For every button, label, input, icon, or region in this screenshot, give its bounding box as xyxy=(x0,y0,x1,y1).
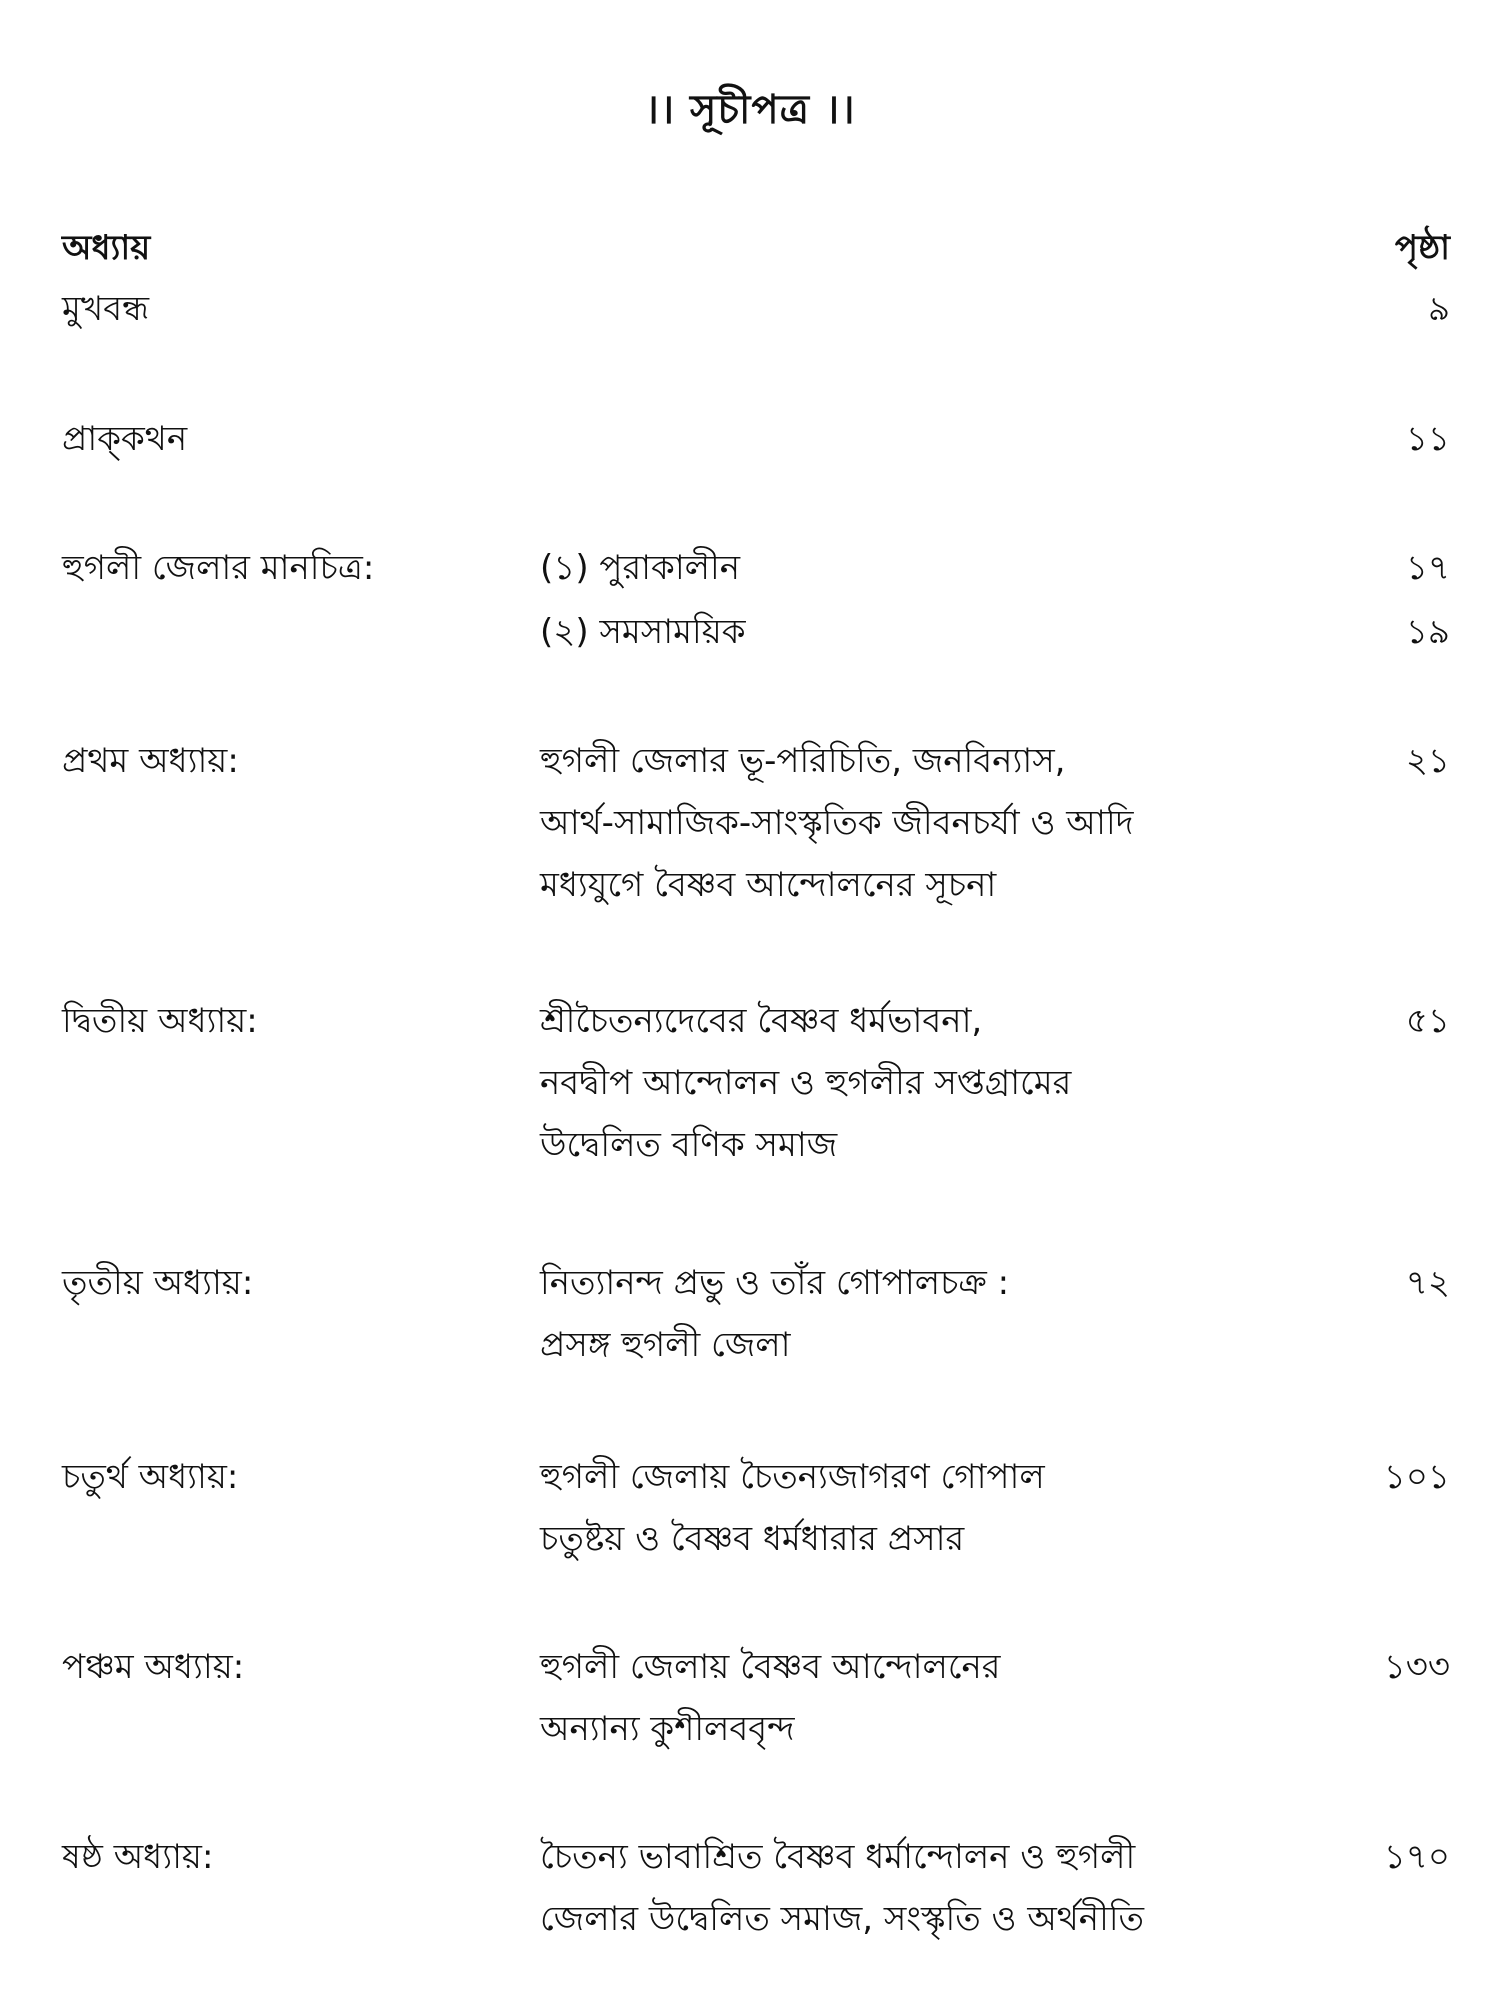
toc-title-line: প্রসঙ্গ হুগলী জেলা xyxy=(540,1325,791,1365)
toc-title-line: নিত্যানন্দ প্রভু ও তাঁর গোপালচক্র : xyxy=(540,1263,1010,1303)
toc-sub-entry-label: (২) সমসাময়িক xyxy=(540,612,746,652)
toc-chapter-label: মুখবন্ধ xyxy=(62,289,150,329)
toc-title-line: হুগলী জেলার ভূ-পরিচিতি, জনবিন্যাস, xyxy=(540,741,1066,781)
toc-title-line: হুগলী জেলায় চৈতন্যজাগরণ গোপাল xyxy=(540,1457,1045,1497)
toc-chapter-label: দ্বিতীয় অধ্যায়: xyxy=(62,1001,258,1041)
toc-page-number: ১৯ xyxy=(1405,612,1450,652)
toc-title-line: নবদ্বীপ আন্দোলন ও হুগলীর সপ্তগ্রামের xyxy=(540,1063,1072,1103)
toc-title-line: চতুষ্টয় ও বৈষ্ণব ধর্মধারার প্রসার xyxy=(540,1519,965,1559)
toc-chapter-label: প্রাক্‌কথন xyxy=(62,419,188,459)
toc-chapter-title xyxy=(540,1252,1310,1376)
toc-page-number: ১০১ xyxy=(1383,1457,1450,1497)
toc-title-line: উদ্বেলিত বণিক সমাজ xyxy=(540,1125,838,1165)
toc-chapter-label: চতুর্থ অধ্যায়: xyxy=(62,1457,239,1497)
toc-title-line: আর্থ-সামাজিক-সাংস্কৃতিক জীবনচর্যা ও আদি xyxy=(540,803,1134,843)
toc-chapter-label: হুগলী জেলার মানচিত্র: xyxy=(62,548,375,588)
toc-page-number: ১৩৩ xyxy=(1383,1647,1450,1687)
toc-chapter-title xyxy=(540,1826,1310,1950)
toc-title-line: হুগলী জেলায় বৈষ্ণব আন্দোলনের xyxy=(540,1647,1001,1687)
toc-chapter-label: প্রথম অধ্যায়: xyxy=(62,741,239,781)
toc-chapter-label: ষষ্ঠ অধ্যায়: xyxy=(62,1837,214,1877)
toc-page-number: ৭২ xyxy=(1405,1263,1450,1303)
chapter-column-header: অধ্যায় xyxy=(62,228,151,268)
toc-title-line: জেলার উদ্বেলিত সমাজ, সংস্কৃতি ও অর্থনীতি xyxy=(540,1899,1145,1939)
toc-page-number: ২১ xyxy=(1405,741,1450,781)
toc-page-number: ৫১ xyxy=(1405,1001,1450,1041)
toc-title-line: মধ্যযুগে বৈষ্ণব আন্দোলনের সূচনা xyxy=(540,865,997,905)
toc-chapter-title xyxy=(540,1636,1310,1760)
toc-chapter-label: পঞ্চম অধ্যায়: xyxy=(62,1647,245,1687)
toc-page-number: ১৭০ xyxy=(1383,1837,1450,1877)
toc-title-line: শ্রীচৈতন্যদেবের বৈষ্ণব ধর্মভাবনা, xyxy=(540,1001,983,1041)
toc-title-line: চৈতন্য ভাবাশ্রিত বৈষ্ণব ধর্মান্দোলন ও হুগলী xyxy=(540,1837,1136,1877)
toc-page-number: ১৭ xyxy=(1405,548,1450,588)
toc-page-number: ১১ xyxy=(1405,419,1450,459)
toc-chapter-title xyxy=(540,1446,1310,1570)
toc-sub-entry xyxy=(540,601,1500,663)
toc-sub-entry-label: (১) পুরাকালীন xyxy=(540,548,741,588)
page-column-header: পৃষ্ঠা xyxy=(1394,228,1450,268)
toc-chapter-title xyxy=(540,730,1310,916)
toc-title-line: অন্যান্য কুশীলববৃন্দ xyxy=(540,1709,795,1749)
toc-chapter-title xyxy=(540,990,1310,1176)
page-title: ।। সূচীপত্র ।। xyxy=(644,87,856,133)
toc-chapter-label: তৃতীয় অধ্যায়: xyxy=(62,1263,254,1303)
toc-page-number: ৯ xyxy=(1427,289,1450,329)
toc-sub-entry xyxy=(540,537,1500,599)
